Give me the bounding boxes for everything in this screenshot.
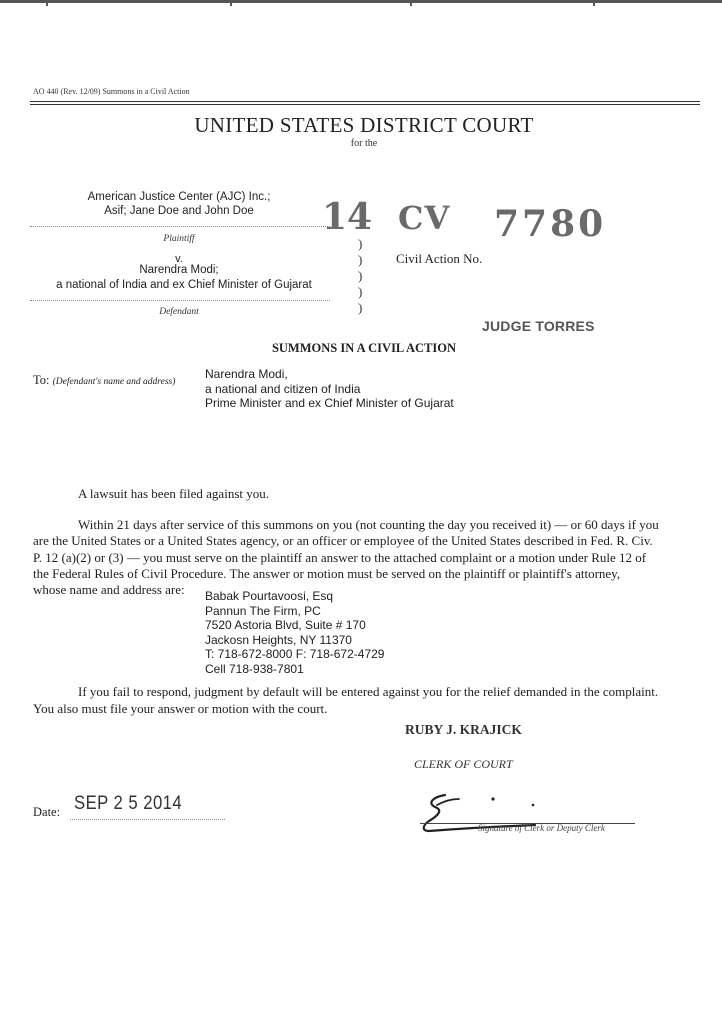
court-for-the: for the bbox=[350, 138, 378, 149]
paragraph-line: whose name and address are: bbox=[33, 582, 185, 597]
defendant-name-line2: a national of India and ex Chief Minister of Gujarat bbox=[56, 279, 312, 291]
attorney-line2: Pannun The Firm, PC bbox=[205, 603, 321, 618]
bracket-mark: ) bbox=[358, 252, 363, 267]
attorney-line6: Cell 718-938-7801 bbox=[205, 661, 304, 676]
bracket-mark: ) bbox=[358, 284, 363, 299]
scan-tick-mark bbox=[46, 3, 48, 6]
defendant-underline bbox=[30, 300, 330, 301]
date-underline bbox=[70, 819, 225, 820]
date-label: Date: bbox=[33, 805, 61, 819]
form-identifier: AO 440 (Rev. 12/09) Summons in a Civil Action bbox=[33, 87, 190, 96]
court-title: UNITED STATES DISTRICT COURT bbox=[194, 113, 534, 137]
signature-label: Signature of Clerk or Deputy Clerk bbox=[478, 823, 605, 833]
attorney-address bbox=[205, 589, 384, 676]
clerk-title: CLERK OF COURT bbox=[414, 757, 513, 771]
to-hint: (Defendant's name and address) bbox=[52, 377, 176, 387]
case-number-year: 14 bbox=[322, 196, 373, 238]
to-block-label bbox=[33, 373, 175, 388]
plaintiff-underline bbox=[30, 226, 330, 227]
bracket-mark: ) bbox=[358, 268, 363, 283]
plaintiff-label: Plaintiff bbox=[163, 234, 195, 244]
versus: v. bbox=[175, 253, 183, 265]
header-rule bbox=[30, 104, 700, 105]
civil-action-label: Civil Action No. bbox=[396, 251, 483, 266]
date-stamp: SEP 2 5 2014 bbox=[74, 793, 183, 814]
defendant-name-line1: Narendra Modi; bbox=[139, 264, 219, 276]
paragraph-line: the Federal Rules of Civil Procedure. The answer or motion must be served on the plaintiff or plaintiff's attorney, bbox=[33, 566, 621, 581]
lawsuit-notice: A lawsuit has been filed against you. bbox=[78, 486, 269, 501]
defendant-label: Defendant bbox=[159, 307, 199, 317]
scan-tick-mark bbox=[410, 3, 412, 6]
plaintiff-name-line2: Asif; Jane Doe and John Doe bbox=[104, 205, 254, 217]
judge-stamp: JUDGE TORRES bbox=[482, 318, 595, 334]
paragraph-line: are the United States or a United States agency, or an officer or employee of the United States described in Fed. R. Civ. bbox=[33, 533, 653, 548]
scan-top-border bbox=[0, 0, 722, 3]
scan-tick-mark bbox=[593, 3, 595, 6]
case-number-type: CV bbox=[398, 199, 451, 237]
attorney-line1: Babak Pourtavoosi, Esq bbox=[205, 589, 334, 603]
recipient-line3: Prime Minister and ex Chief Minister of Gujarat bbox=[205, 396, 454, 410]
recipient-address bbox=[205, 367, 454, 411]
paragraph-line: You also must file your answer or motion with the court. bbox=[33, 701, 328, 716]
to-label: To: bbox=[33, 373, 50, 387]
attorney-line4: Jackosn Heights, NY 11370 bbox=[205, 632, 352, 647]
clerk-name-stamp: RUBY J. KRAJICK bbox=[405, 722, 522, 737]
paragraph-line: Within 21 days after service of this summons on you (not counting the day you received it) — or 60 days if you bbox=[78, 517, 659, 532]
paragraph-line: If you fail to respond, judgment by default will be entered against you for the relief demanded in the complaint. bbox=[78, 684, 659, 699]
attorney-line5: T: 718-672-8000 F: 718-672-4729 bbox=[205, 647, 385, 661]
header-rule bbox=[30, 101, 700, 102]
recipient-line2: a national and citizen of India bbox=[205, 381, 361, 396]
paragraph-line: P. 12 (a)(2) or (3) — you must serve on the plaintiff an answer to the attached complaint or a motion under Rule 12 of bbox=[33, 550, 647, 565]
bracket-mark: ) bbox=[358, 300, 363, 315]
attorney-line3: 7520 Astoria Blvd, Suite # 170 bbox=[205, 618, 366, 632]
bracket-mark: ) bbox=[358, 236, 363, 251]
recipient-line1: Narendra Modi, bbox=[205, 367, 288, 381]
case-number-sequence: 7780 bbox=[494, 203, 607, 245]
plaintiff-name-line1: American Justice Center (AJC) Inc.; bbox=[87, 191, 271, 203]
summons-heading: SUMMONS IN A CIVIL ACTION bbox=[271, 341, 457, 355]
scan-tick-mark bbox=[230, 3, 232, 6]
